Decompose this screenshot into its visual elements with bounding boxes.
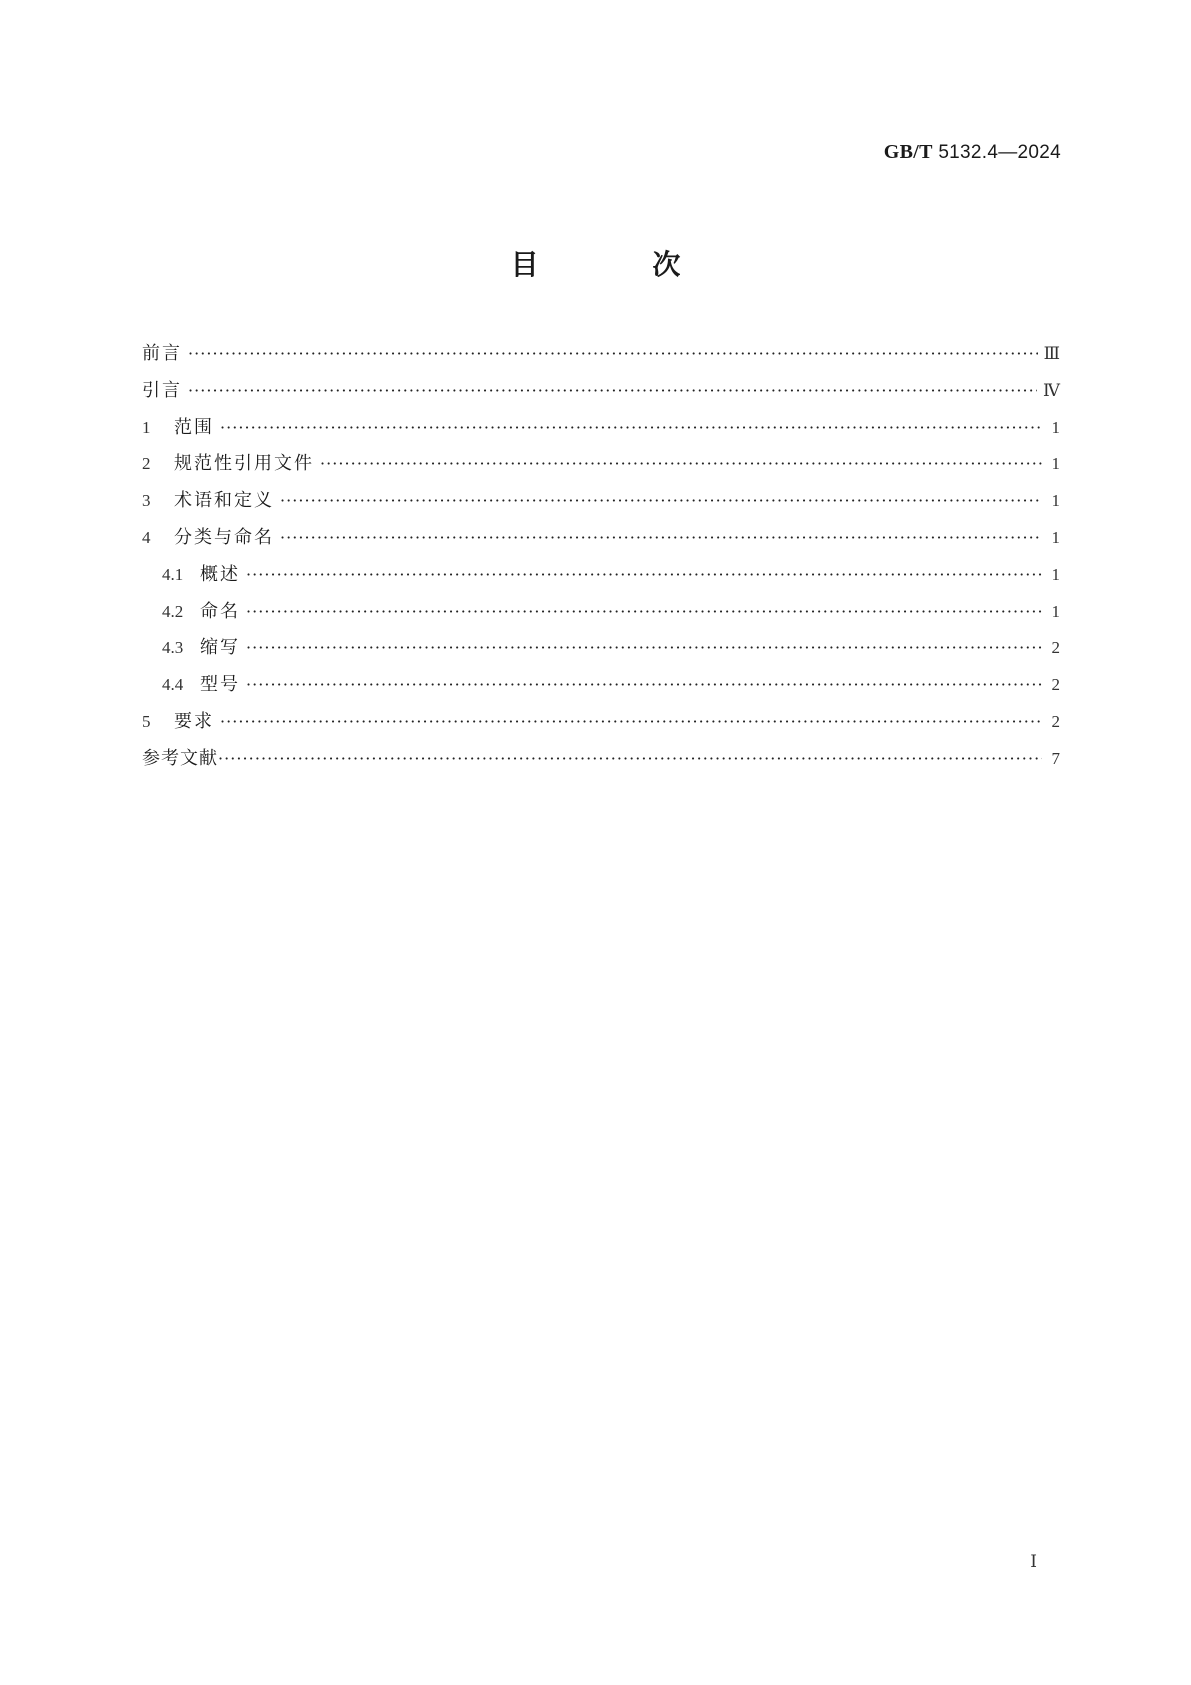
toc-entry-abbreviations[interactable] <box>142 633 1060 670</box>
toc-page-number: 1 <box>1051 564 1060 584</box>
toc-page-number: 7 <box>1051 748 1060 768</box>
standard-prefix: GB/T <box>883 141 933 163</box>
toc-page-number: 1 <box>1051 527 1060 547</box>
toc-page-number: 1 <box>1051 417 1060 437</box>
toc-entry-text: 规范性引用文件 <box>174 453 314 475</box>
dot-leader <box>220 418 1042 437</box>
toc-entry-text: 要求 <box>174 710 214 732</box>
toc-entry-text: 缩写 <box>200 637 240 659</box>
toc-entry-text: 术语和定义 <box>174 490 274 512</box>
toc-entry-number: 1 <box>142 417 151 437</box>
toc-page-number: 2 <box>1051 638 1060 658</box>
toc-entry-text: 分类与命名 <box>174 526 274 548</box>
toc-entry-normative-references[interactable] <box>142 449 1060 486</box>
standard-number <box>884 141 1061 164</box>
toc-entry-model[interactable] <box>142 670 1060 707</box>
dot-leader <box>188 344 1038 363</box>
toc-page-number: 2 <box>1051 711 1060 731</box>
toc-page-number: Ⅳ <box>1043 380 1060 400</box>
page-number: Ⅰ <box>1030 1552 1037 1571</box>
dot-leader <box>246 675 1042 694</box>
page-title: 目 次 <box>510 248 733 281</box>
toc-entry-requirements[interactable] <box>142 707 1060 744</box>
toc-entry-number: 3 <box>142 491 151 511</box>
toc-page-number: 2 <box>1051 675 1060 695</box>
toc-entry-classification-naming[interactable] <box>142 523 1060 560</box>
toc-page-number: 1 <box>1051 601 1060 621</box>
dot-leader <box>220 712 1042 731</box>
dot-leader <box>246 638 1042 657</box>
toc-entry-scope[interactable] <box>142 413 1060 450</box>
toc-entry-introduction[interactable] <box>142 376 1060 413</box>
toc-entry-text: 参考文献 <box>142 747 218 769</box>
toc-page-number: 1 <box>1051 454 1060 474</box>
toc-entry-text: 型号 <box>200 674 240 696</box>
toc-entry-text: 命名 <box>200 600 240 622</box>
dot-leader <box>246 565 1042 584</box>
toc-entry-naming[interactable] <box>142 597 1060 634</box>
toc-entry-foreword[interactable] <box>142 339 1060 376</box>
toc-page-number: Ⅲ <box>1043 344 1060 363</box>
toc-entry-text: 概述 <box>200 563 240 585</box>
toc-entry-text: 前言 <box>142 343 182 364</box>
dot-leader <box>188 381 1037 400</box>
dot-leader <box>280 528 1042 547</box>
toc-entry-terms-definitions[interactable] <box>142 486 1060 523</box>
toc-entry-text: 引言 <box>142 379 182 401</box>
toc-entry-number: 4.4 <box>162 675 184 695</box>
dot-leader <box>320 454 1042 473</box>
toc-entry-number: 5 <box>142 711 151 731</box>
toc-entry-bibliography[interactable] <box>142 744 1060 781</box>
toc-entry-number: 2 <box>142 454 151 474</box>
toc-entry-number: 4.3 <box>162 638 184 658</box>
toc-entry-number: 4.1 <box>162 564 184 584</box>
toc-entry-overview[interactable] <box>142 560 1060 597</box>
table-of-contents <box>142 339 1060 781</box>
standard-code: 5132.4—2024 <box>938 142 1061 163</box>
dot-leader <box>246 602 1042 621</box>
dot-leader <box>218 749 1042 768</box>
toc-entry-number: 4.2 <box>162 601 184 621</box>
dot-leader <box>280 491 1042 510</box>
toc-entry-text: 范围 <box>174 416 214 438</box>
toc-page-number: 1 <box>1051 491 1060 511</box>
toc-entry-number: 4 <box>142 527 151 547</box>
